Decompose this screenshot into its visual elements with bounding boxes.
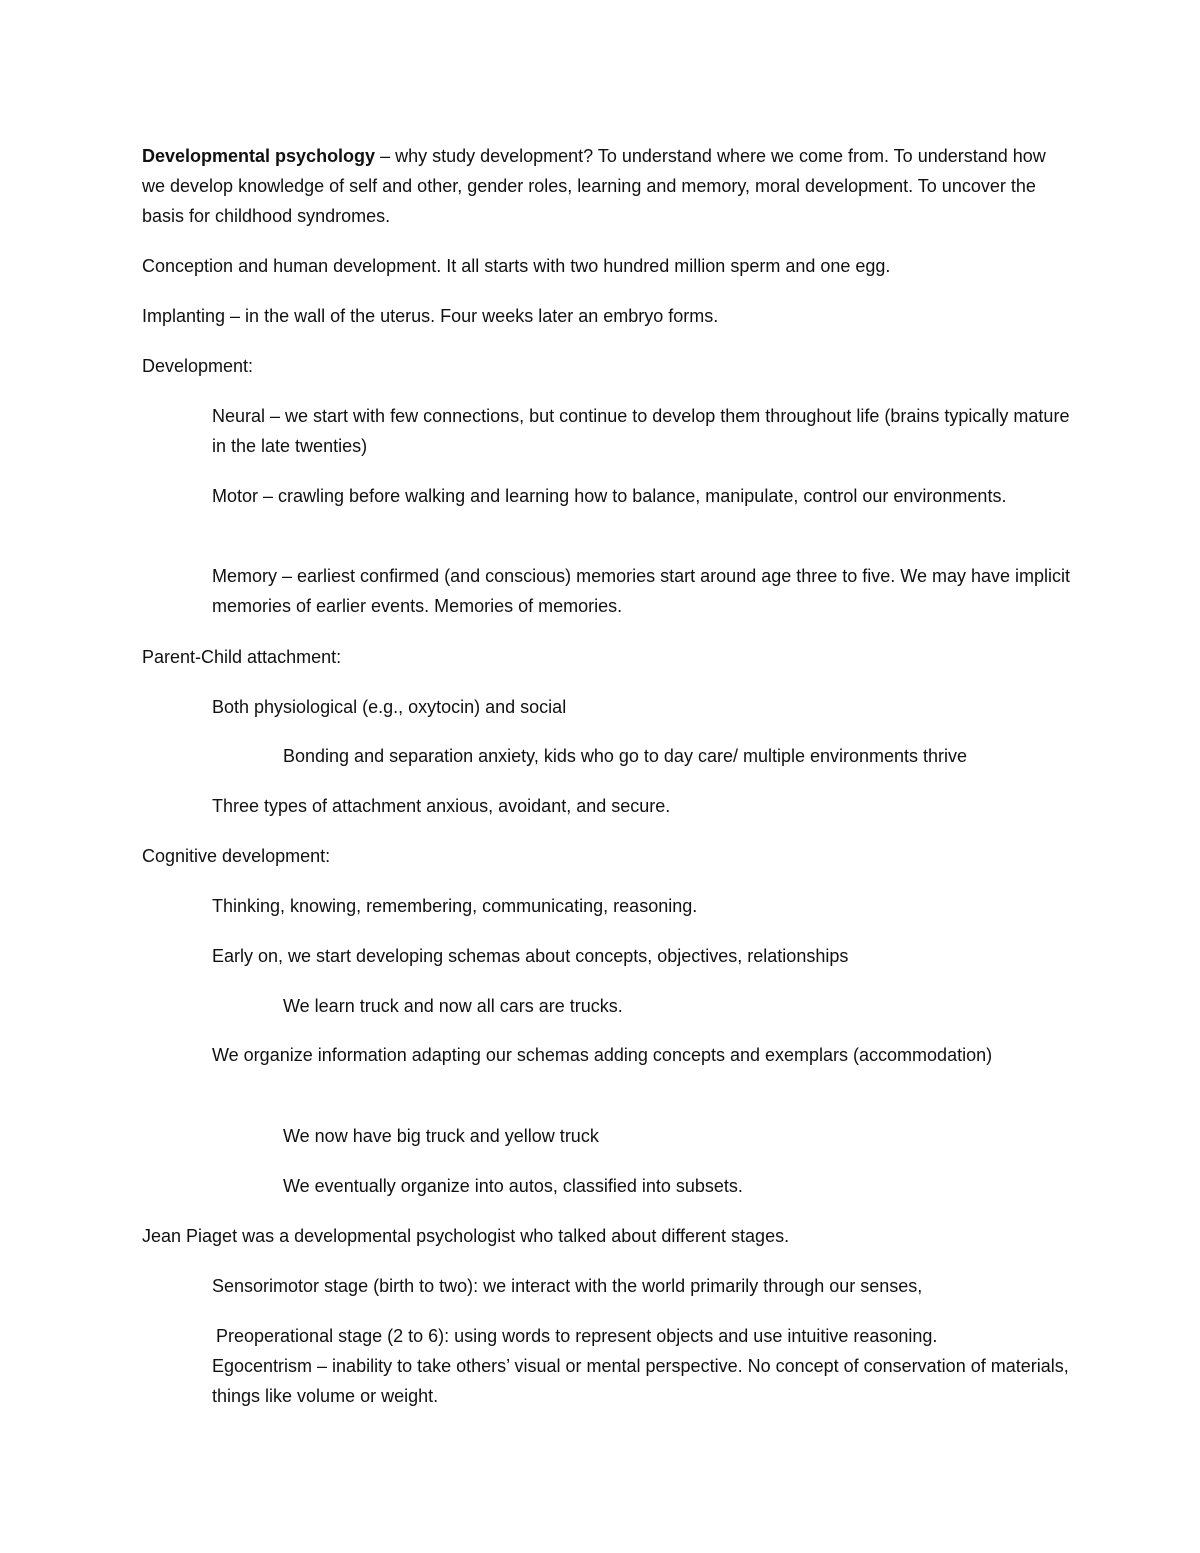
item-thinking: Thinking, knowing, remembering, communicating, reasoning. — [212, 896, 698, 916]
item-bonding: Bonding and separation anxiety, kids who go to day care/ multiple environments thrive — [283, 746, 968, 766]
heading-parent-child-attachment: Parent-Child attachment: — [142, 647, 342, 667]
item-egocentrism: Egocentrism – inability to take others’ visual or mental perspective. No concept of conservation of materials, things like volume or weight. — [212, 1356, 1069, 1406]
item-memory: Memory – earliest confirmed (and conscious) memories start around age three to five. We may have implicit memories of earlier events. Memories of memories. — [212, 566, 1071, 616]
heading-development: Development: — [142, 356, 254, 376]
item-accommodation: We organize information adapting our schemas adding concepts and exemplars (accommodation) — [212, 1045, 993, 1065]
paragraph-implanting: Implanting – in the wall of the uterus. Four weeks later an embryo forms. — [142, 306, 719, 326]
item-sensorimotor: Sensorimotor stage (birth to two): we interact with the world primarily through our senses, — [212, 1276, 923, 1296]
item-neural: Neural – we start with few connections, but continue to develop them throughout life (brains typically mature in the late twenties) — [212, 406, 1070, 456]
paragraph-piaget: Jean Piaget was a developmental psychologist who talked about different stages. — [142, 1226, 790, 1246]
item-schemas: Early on, we start developing schemas about concepts, objectives, relationships — [212, 946, 849, 966]
paragraph-conception: Conception and human development. It all starts with two hundred million sperm and one egg. — [142, 256, 891, 276]
heading-developmental-psychology: Developmental psychology — [142, 146, 376, 166]
heading-cognitive-development: Cognitive development: — [142, 846, 331, 866]
paragraph-intro — [142, 141, 1072, 231]
item-preoperational: Preoperational stage (2 to 6): using words to represent objects and use intuitive reasoning. — [216, 1326, 938, 1346]
item-motor: Motor – crawling before walking and learning how to balance, manipulate, control our environments. — [212, 486, 1007, 506]
intro-text: – why study development? To understand where we come from. To understand how we develop knowledge of self and other, gender roles, learning and memory, moral development. To uncover the basis for childhood syndromes. — [142, 146, 1046, 226]
item-physiological-social: Both physiological (e.g., oxytocin) and social — [212, 697, 567, 717]
item-attachment-types: Three types of attachment anxious, avoidant, and secure. — [212, 796, 671, 816]
item-truck-example: We learn truck and now all cars are trucks. — [283, 996, 623, 1016]
item-autos: We eventually organize into autos, classified into subsets. — [283, 1176, 743, 1196]
item-big-truck: We now have big truck and yellow truck — [283, 1126, 599, 1146]
